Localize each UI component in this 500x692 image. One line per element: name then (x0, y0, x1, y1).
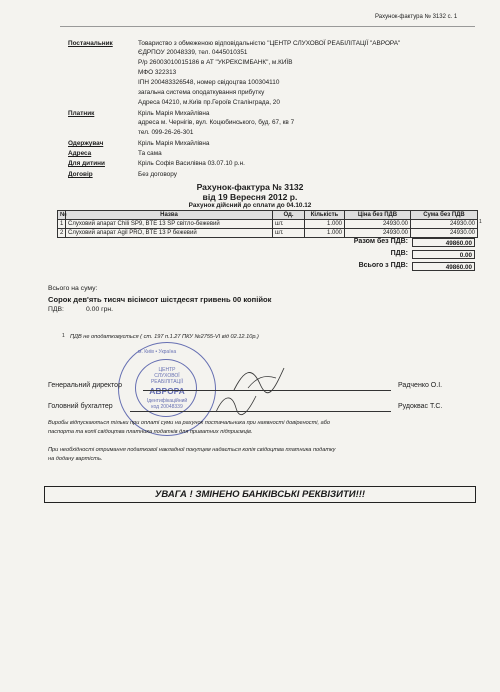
note-line: на додану вартість. (48, 456, 103, 462)
accountant-signature-line (130, 411, 391, 412)
contract-label: Договір (68, 171, 93, 178)
sum-words-vat-text: 0.00 грн. (86, 306, 114, 313)
address-value: Та сама (138, 150, 162, 157)
accountant-name: Рудоквас Т.С. (398, 403, 443, 410)
supplier-line: МФО 322313 (138, 69, 177, 76)
total-label: Всього з ПДВ: (358, 262, 408, 269)
col-quantity: Кількість (305, 211, 345, 220)
cell-quantity: 1.000 (305, 229, 345, 238)
recipient-label: Одержувач (68, 140, 104, 147)
table-footnote-marker: 1 (479, 219, 482, 225)
note-line: паспорта та копії свідоцтва платника податків для приватних підприємців. (48, 429, 253, 435)
col-sum: Сума без ПДВ (411, 211, 478, 220)
accountant-label: Головний бухгалтер (48, 403, 113, 410)
col-unit: Од. (273, 211, 305, 220)
note-line: При необхідності отримання податкової накладної покупцем надається копія свідоцтва платника податку (48, 447, 336, 453)
bank-details-warning: УВАГА ! ЗМІНЕНО БАНКІВСЬКІ РЕКВІЗИТИ!!! (44, 486, 476, 503)
supplier-label: Постачальник (68, 40, 113, 47)
vat-note-text: ПДВ не оподатковується ( ст. 197 п.1.27 ПКУ №2755-VI від 02.12.10р.) (70, 334, 259, 340)
cell-number: 1 (58, 220, 66, 229)
invoice-date: від 19 Вересня 2012 р. (202, 192, 298, 202)
table-header-row (58, 211, 478, 220)
stamp-brand: АВРОРА (149, 386, 185, 396)
header-divider (60, 26, 475, 27)
subtotal-value: 49860.00 (412, 238, 475, 247)
vat-note-marker: 1 (62, 333, 65, 339)
contract-value: Без договору (138, 171, 177, 178)
cell-price: 24930.00 (345, 220, 411, 229)
items-table (57, 210, 478, 238)
supplier-line: Товариство з обмеженою відповідальністю "ЦЕНТР СЛУХОВОЇ РЕАБІЛІТАЦІЇ "АВРОРА" (138, 40, 401, 47)
col-price: Ціна без ПДВ (345, 211, 411, 220)
supplier-line: загальна система оподаткування прибутку (138, 89, 265, 96)
for-child-label: Для дитини (68, 160, 105, 167)
col-number: № (58, 211, 66, 220)
director-label: Генеральний директор (48, 382, 122, 389)
invoice-valid-until: Рахунок дійсний до сплати до 04.10.12 (188, 202, 312, 209)
supplier-line: Р/р 26003010015186 в АТ "УКРЕКСІМБАНК", м.КИЇВ (138, 59, 293, 66)
subtotal-label: Разом без ПДВ: (353, 238, 408, 245)
address-label: Адреса (68, 150, 92, 157)
cell-unit: шт. (273, 220, 305, 229)
cell-number: 2 (58, 229, 66, 238)
payer-label: Платник (68, 110, 95, 117)
doc-ref: Рахунок-фактура № 3132 с. 1 (375, 14, 458, 20)
payer-line: адреса м. Чернігів, вул. Коцюбинського, буд. 67, кв 7 (138, 119, 295, 126)
stamp-line: ЦЕНТР (158, 367, 176, 373)
vat-value: 0.00 (412, 250, 475, 259)
vat-label: ПДВ: (390, 250, 408, 257)
cell-name: Слуховий апарат Agil PRO, BTE 13 P бежевий (66, 229, 273, 238)
supplier-line: ЄДРПОУ 20048339, тел. 0445010351 (138, 49, 248, 56)
cell-sum: 24930.00 (411, 229, 478, 238)
total-value: 49860.00 (412, 262, 475, 271)
supplier-line: ІПН 200483326548, номер свідоцтва 100304110 (138, 79, 280, 86)
cell-price: 24930.00 (345, 229, 411, 238)
accountant-signature (212, 390, 260, 418)
cell-name: Слуховий апарат Chili SP9, BTE 13 SP світло-бежевий (66, 220, 273, 229)
supplier-line: Адреса 04210, м.Київ пр.Героїв Сталінграда, 20 (138, 99, 280, 106)
cell-sum: 24930.00 (411, 220, 478, 229)
table-row (58, 229, 478, 238)
sum-words-label: Всього на суму: (48, 285, 98, 292)
stamp-line: РЕАБІЛІТАЦІЇ (150, 379, 184, 385)
stamp-line: код 20048339 (151, 404, 183, 410)
invoice-title: Рахунок-фактура № 3132 (196, 182, 304, 192)
payer-line: Кріль Марія Михайлівна (138, 110, 210, 117)
cell-unit: шт. (273, 229, 305, 238)
sum-words-text: Сорок дев'ять тисяч вісімсот шістдесят гривень 00 копійок (48, 295, 272, 304)
note-line: Виробы відпускаються тільки при оплаті суми на рахунок постачальника при наявності довіреності, або (48, 420, 330, 426)
cell-quantity: 1.000 (305, 220, 345, 229)
payer-line: тел. 099-26-26-301 (138, 129, 194, 136)
sum-words-vat-label: ПДВ: (48, 306, 64, 313)
for-child-value: Кріль Софія Василівна 03.07.10 р.н. (138, 160, 245, 167)
table-row (58, 220, 478, 229)
director-name: Радченко О.І. (398, 382, 443, 389)
stamp-line: Ідентифікаційний (146, 398, 188, 404)
col-name: Назва (66, 211, 273, 220)
stamp-line: СЛУХОВОЇ (154, 373, 180, 379)
stamp-ring-text: м. Київ • Україна (138, 349, 177, 355)
recipient-value: Кріль Марія Михайлівна (138, 140, 210, 147)
